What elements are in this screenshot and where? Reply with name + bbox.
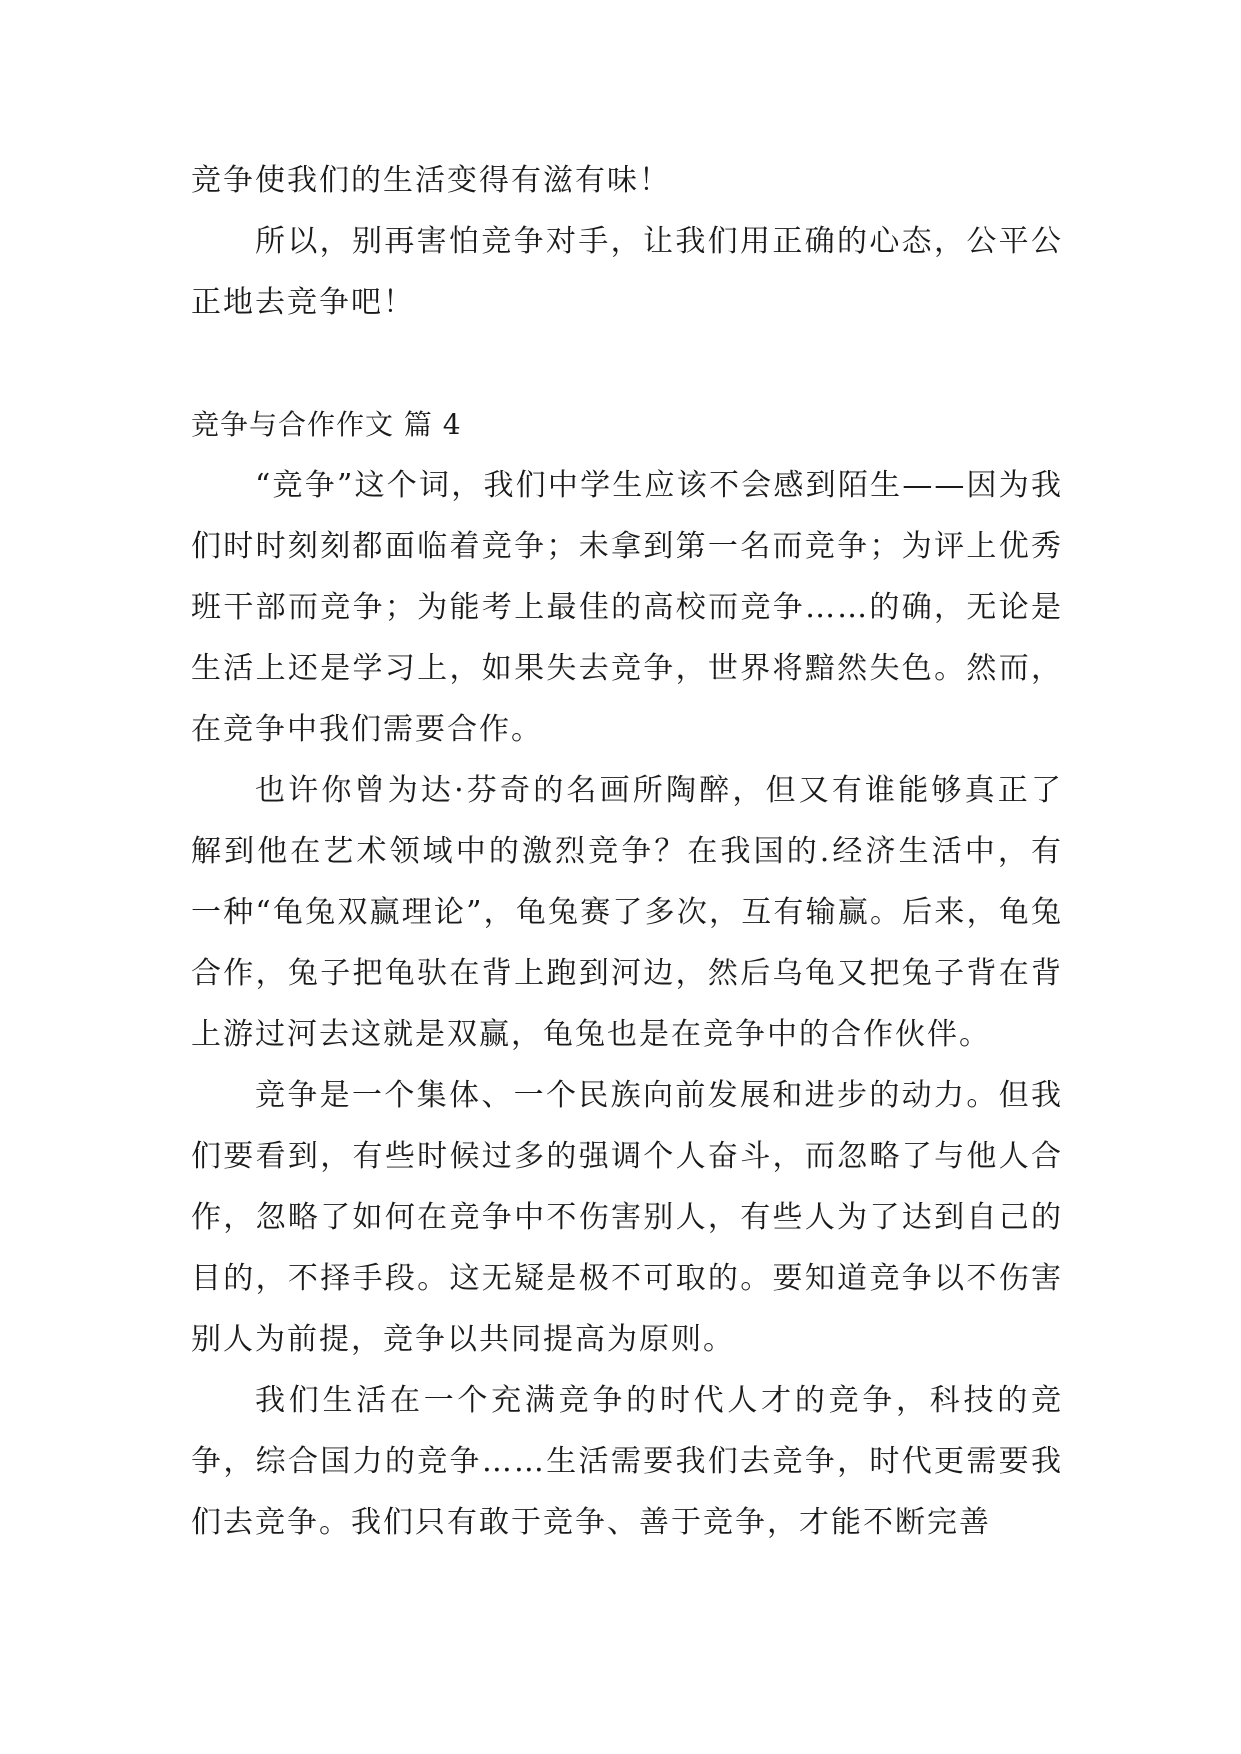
paragraph-2: 所以，别再害怕竞争对手，让我们用正确的心态，公平公正地去竞争吧！ [191,224,1063,320]
paragraph-5: 竞争是一个集体、一个民族向前发展和进步的动力。但我们要看到，有些时候过多的强调个人奋斗，而忽略了与他人合作，忽略了如何在竞争中不伤害别人，有些人为了达到自己的目的，不择手段。这无疑是极不可取的。要知道竞争以不伤害别人为前提，竞争以共同提高为原则。 [191,1078,1063,1357]
paragraph-1: 竞争使我们的生活变得有滋有味！ [191,163,671,198]
section-title: 竞争与合作作文 篇 4 [191,408,462,441]
document-page [191,150,1063,1553]
paragraph-6: 我们生活在一个充满竞争的时代人才的竞争，科技的竞争，综合国力的竞争……生活需要我们去竞争，时代更需要我们去竞争。我们只有敢于竞争、善于竞争，才能不断完善 [191,1383,1063,1540]
paragraph-3: “竞争”这个词，我们中学生应该不会感到陌生——因为我们时时刻刻都面临着竞争；未拿到第一名而竞争；为评上优秀班干部而竞争；为能考上最佳的高校而竞争……的确，无论是生活上还是学习上，如果失去竞争，世界将黯然失色。然而，在竞争中我们需要合作。 [191,468,1063,747]
paragraph-4: 也许你曾为达·芬奇的名画所陶醉，但又有谁能够真正了解到他在艺术领域中的激烈竞争？在我国的.经济生活中，有一种“龟兔双赢理论”，龟兔赛了多次，互有输赢。后来，龟兔合作，兔子把龟驮在背上跑到河边，然后乌龟又把兔子背在背上游过河去这就是双赢，龟兔也是在竞争中的合作伙伴。 [191,773,1063,1052]
